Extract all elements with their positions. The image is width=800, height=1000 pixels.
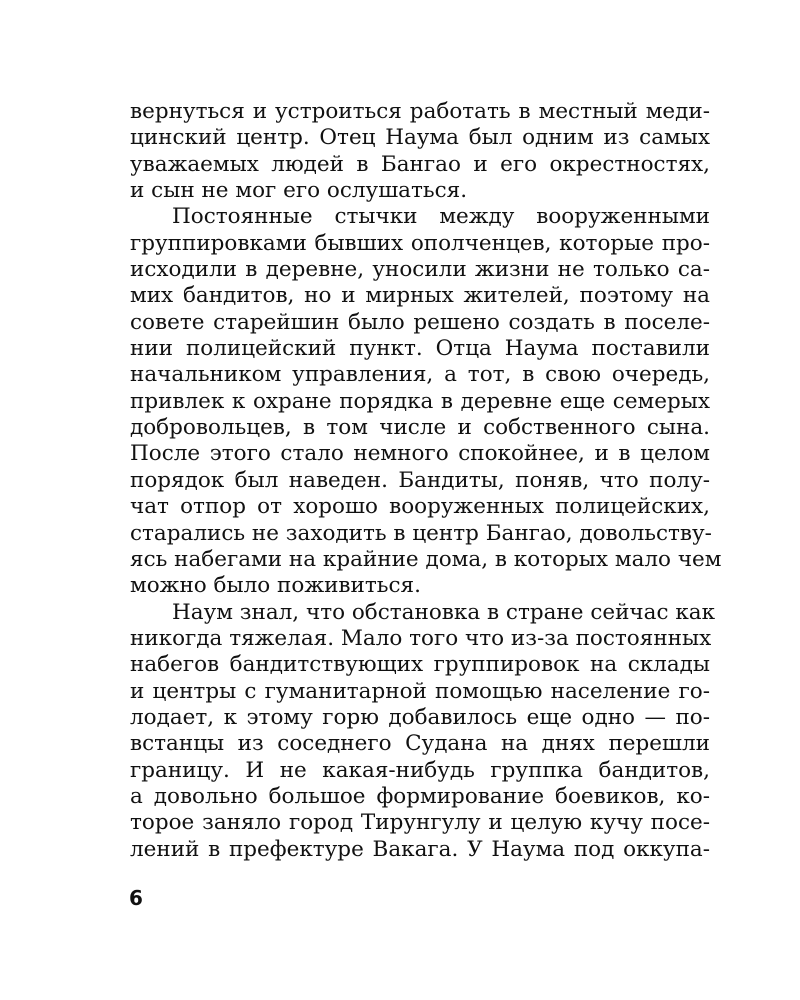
text-line: и центры с гуманитарной помощью население го- [130,678,710,704]
text-line: группировками бывших ополченцев, которые про- [130,230,710,256]
body-text [130,99,722,863]
text-line: порядок был наведен. Бандиты, поняв, что полу- [130,467,710,493]
text-line: можно было поживиться. [130,573,421,599]
text-line: торое заняло город Тирунгулу и целую кучу посе- [130,810,710,836]
text-line: совете старейшин было решено создать в поселе- [130,309,710,335]
text-line: уважаемых людей в Бангао и его окрестностях, [130,151,710,177]
text-line: границу. И не какая-нибудь группка бандитов, [130,757,710,783]
paragraph-first-line: Постоянные стычки между вооруженными [172,204,710,230]
text-line: набегов бандитствующих группировок на склады [130,652,710,678]
text-line: старались не заходить в центр Бангао, довольству- [130,520,712,546]
text-line: вернуться и устроиться работать в местный меди- [130,99,710,124]
page-number: 6 [129,886,143,910]
text-line: цинский центр. Отец Наума был одним из самых [130,125,710,151]
paragraph-first-line: Наум знал, что обстановка в стране сейчас как [172,599,716,625]
text-line: а довольно большое формирование боевиков, ко- [130,783,710,809]
text-line: чат отпор от хорошо вооруженных полицейских, [130,494,710,520]
text-line: лодает, к этому горю добавилось еще одно — по- [130,704,710,730]
text-line: привлек к охране порядка в деревне еще семерых [130,388,710,414]
text-line: добровольцев, в том числе и собственного сына. [130,415,710,441]
text-line: встанцы из соседнего Судана на днях перешли [130,731,710,757]
text-line: и сын не мог его ослушаться. [130,178,468,204]
text-line: лений в префектуре Вакага. У Наума под оккупа- [130,836,710,862]
text-line: мих бандитов, но и мирных жителей, поэтому на [130,283,710,309]
text-line: нии полицейский пункт. Отца Наума поставили [130,336,710,362]
text-line: исходили в деревне, уносили жизни не только са- [130,257,710,283]
text-line: После этого стало немного спокойнее, и в целом [130,441,710,467]
text-line: никогда тяжелая. Мало того что из-за постоянных [130,625,712,651]
text-line: начальником управления, а тот, в свою очередь, [130,362,710,388]
text-line: ясь набегами на крайние дома, в которых мало чем [130,546,722,572]
